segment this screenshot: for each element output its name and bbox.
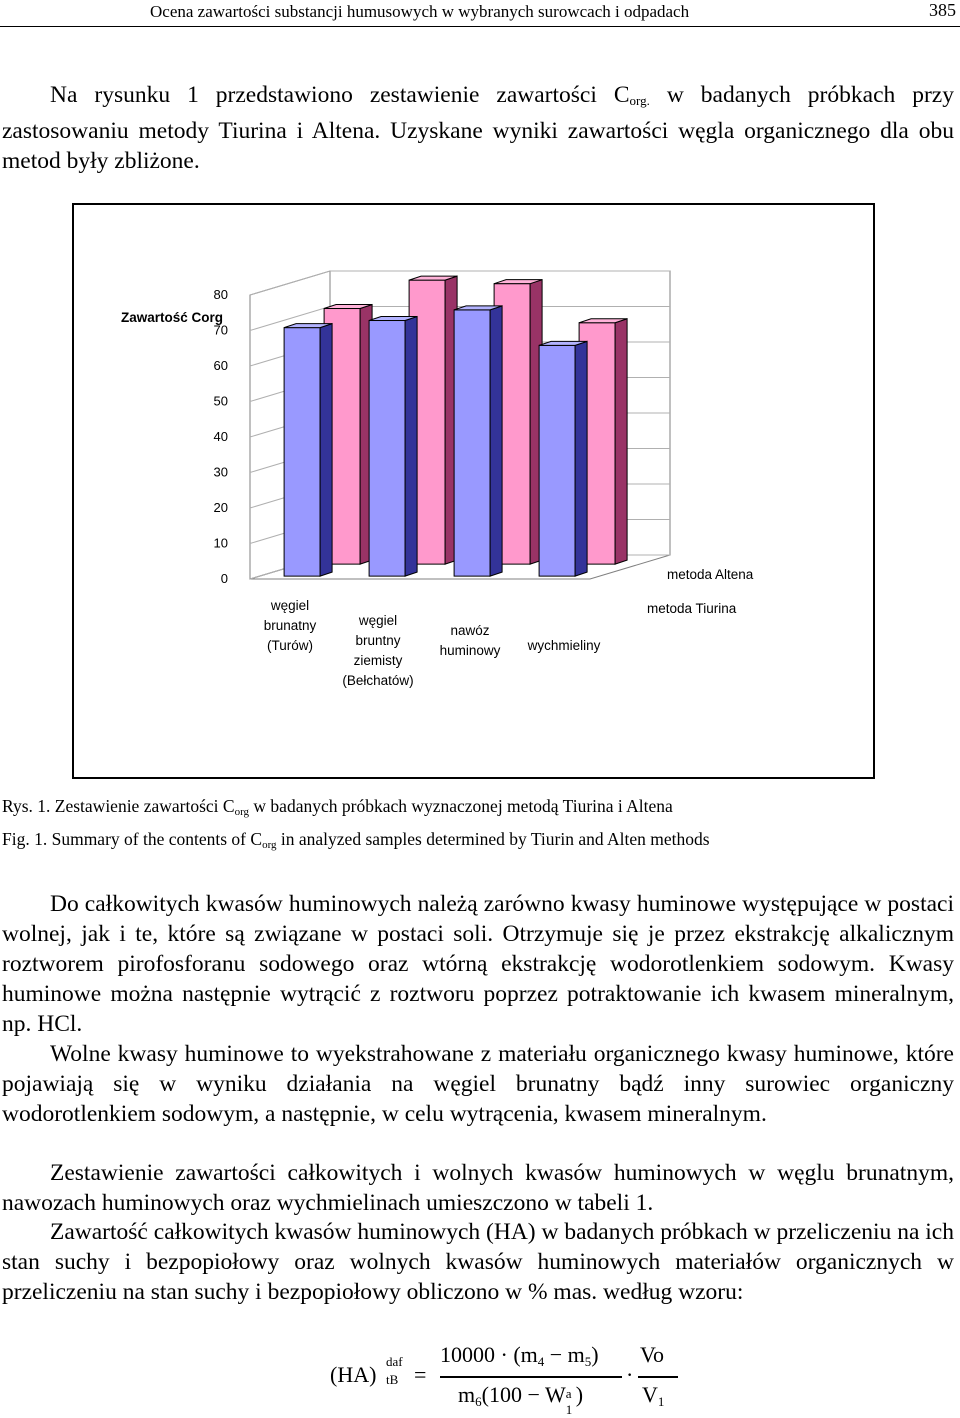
paragraph-1: Do całkowitych kwasów huminowych należą zarówno kwasy huminowe występujące w postaci wolnej, jak i te, które są związane w postaci soli. Otrzymuje się je przez ekstrakcję alkalicznym roztworem pirofosforanu sodowego oraz wtórną ekstrakcję wodorotlenkiem sodowym. Kwasy huminowe można następnie wytrącić z roztworu poprzez potraktowanie ich kwasem mineralnym, np. HCl. [2,891,954,1037]
formula-den2 [642,1382,664,1410]
running-header [0,0,960,28]
y-tick-30: 30 [213,464,228,480]
series-label-tiurina: metoda Tiurina [647,601,737,616]
formula-num1-sub-b: 5 [584,1354,592,1369]
formula-den2-a: V [642,1382,658,1407]
gridline-80 [250,271,670,295]
formula-lhs: (HA) [330,1362,377,1387]
y-tick-10: 10 [213,535,228,551]
intro-text-2: w badanych próbkach przy zastosowaniu metody Tiurina i Altena. Uzyskane wyniki zawartości węgla organicznego dla obu metod były zbliżone. [2,82,954,174]
page-number: 385 [929,0,956,20]
y-tick-70: 70 [213,322,228,338]
formula-num1-sub-a: 4 [537,1354,545,1369]
y-tick-40: 40 [213,429,228,444]
caption-en [2,829,710,851]
y-tick-60: 60 [213,358,228,373]
formula-num1-end: ) [591,1342,599,1367]
category-label-1-0: węgiel [358,613,398,628]
intro-sub: org. [629,93,650,108]
formula [0,1340,960,1417]
formula-den1 [458,1382,584,1417]
formula-den1-sub2: 1 [565,1402,573,1417]
formula-fraction-bar-2 [638,1376,678,1378]
caption-en-sub: org [262,839,277,851]
y-tick-20: 20 [213,500,228,515]
y-tick-0: 0 [220,571,228,586]
caption-pl-sub: org [234,806,250,818]
header-title: Ocena zawartości substancji humusowych w wybranych surowcach i odpadach [150,2,690,21]
y-tick-50: 50 [213,393,228,409]
category-label-1-2: ziemisty [353,653,403,668]
formula-fraction-bar-1 [440,1376,622,1378]
formula-dot: · [626,1362,634,1387]
formula-eq: = [414,1362,427,1387]
caption-en-2: in analyzed samples determined by Tiurin and Alten methods [276,829,710,849]
caption-pl-2: w badanych próbkach wyznaczonej metodą Tiurina i Altena [249,796,673,816]
paragraph-4: Zawartość całkowitych kwasów huminowych (HA) w badanych próbkach w przeliczeniu na ich stan suchy i bezpopiołowy oraz wolnych kwasów huminowych materiałów organicznych w przeliczeniu na stan suchy i bezpopiołowy obliczono w % mas. według wzoru: [2,1219,954,1305]
formula-num1-a: 10000 · (m [440,1342,538,1367]
category-label-2-0: nawóz [450,623,490,638]
category-label-1-3: (Bełchatów) [342,673,414,688]
category-label-0-2: (Turów) [267,638,313,653]
category-label-0-0: węgiel [270,598,310,613]
formula-den1-end: ) [575,1382,584,1407]
caption-pl [2,796,673,818]
formula-den1-sup: a [565,1386,572,1401]
bar-tiurina-0-side [320,324,332,577]
formula-num2: Vo [640,1342,665,1367]
bar-tiurina-3-side [575,341,587,576]
y-axis-label: Zawartość Corg [120,310,224,325]
caption-pl-1: Rys. 1. Zestawienie zawartości C [2,796,235,816]
bar-tiurina-3-front [539,345,575,576]
bar-tiurina-2-front [454,310,490,576]
bar-tiurina-1-front [369,321,405,577]
category-label-0-1: brunatny [263,618,317,633]
intro-text-1: Na rysunku 1 przedstawiono zestawienie zawartości C [50,82,630,108]
paragraph-2: Wolne kwasy huminowe to wyekstrahowane z materiału organicznego kwasy huminowe, które pojawiają się w wyniku działania na węgiel brunatny bądź inny surowiec organiczny wodorotlenkiem sodowym, a następnie, w celu wytrącenia, kwasem mineralnym. [2,1041,954,1127]
header-rule [0,26,960,27]
paragraph-3: Zestawienie zawartości całkowitych i wolnych kwasów huminowych w węglu brunatnym, nawozach huminowych oraz wychmielinach umieszczono w tabeli 1. [2,1160,954,1216]
formula-num1-mid: − m [544,1342,585,1367]
formula-den1-mid: (100 − W [481,1382,566,1407]
category-label-2-1: huminowy [439,643,501,658]
caption-en-1: Fig. 1. Summary of the contents of C [2,829,263,849]
category-label-1-1: bruntny [355,633,401,648]
chart-frame [72,203,875,779]
formula-num1 [440,1342,599,1370]
category-label-3-0: wychmieliny [527,638,601,653]
intro-paragraph [2,80,954,176]
bar-tiurina-2-side [490,306,502,576]
y-tick-80: 80 [213,287,228,302]
bar-tiurina-0-front [284,328,320,577]
formula-lhs-sub: tB [386,1372,399,1387]
bar-altena-3-side [615,319,627,564]
bar-tiurina-1-side [405,317,417,577]
bar-chart-3d [74,205,873,777]
series-label-altena: metoda Altena [667,567,754,582]
formula-den1-a: m [458,1382,476,1407]
formula-den1-sub: 6 [475,1394,482,1409]
formula-lhs-sup: daf [386,1354,403,1369]
formula-den2-sub: 1 [657,1394,665,1409]
